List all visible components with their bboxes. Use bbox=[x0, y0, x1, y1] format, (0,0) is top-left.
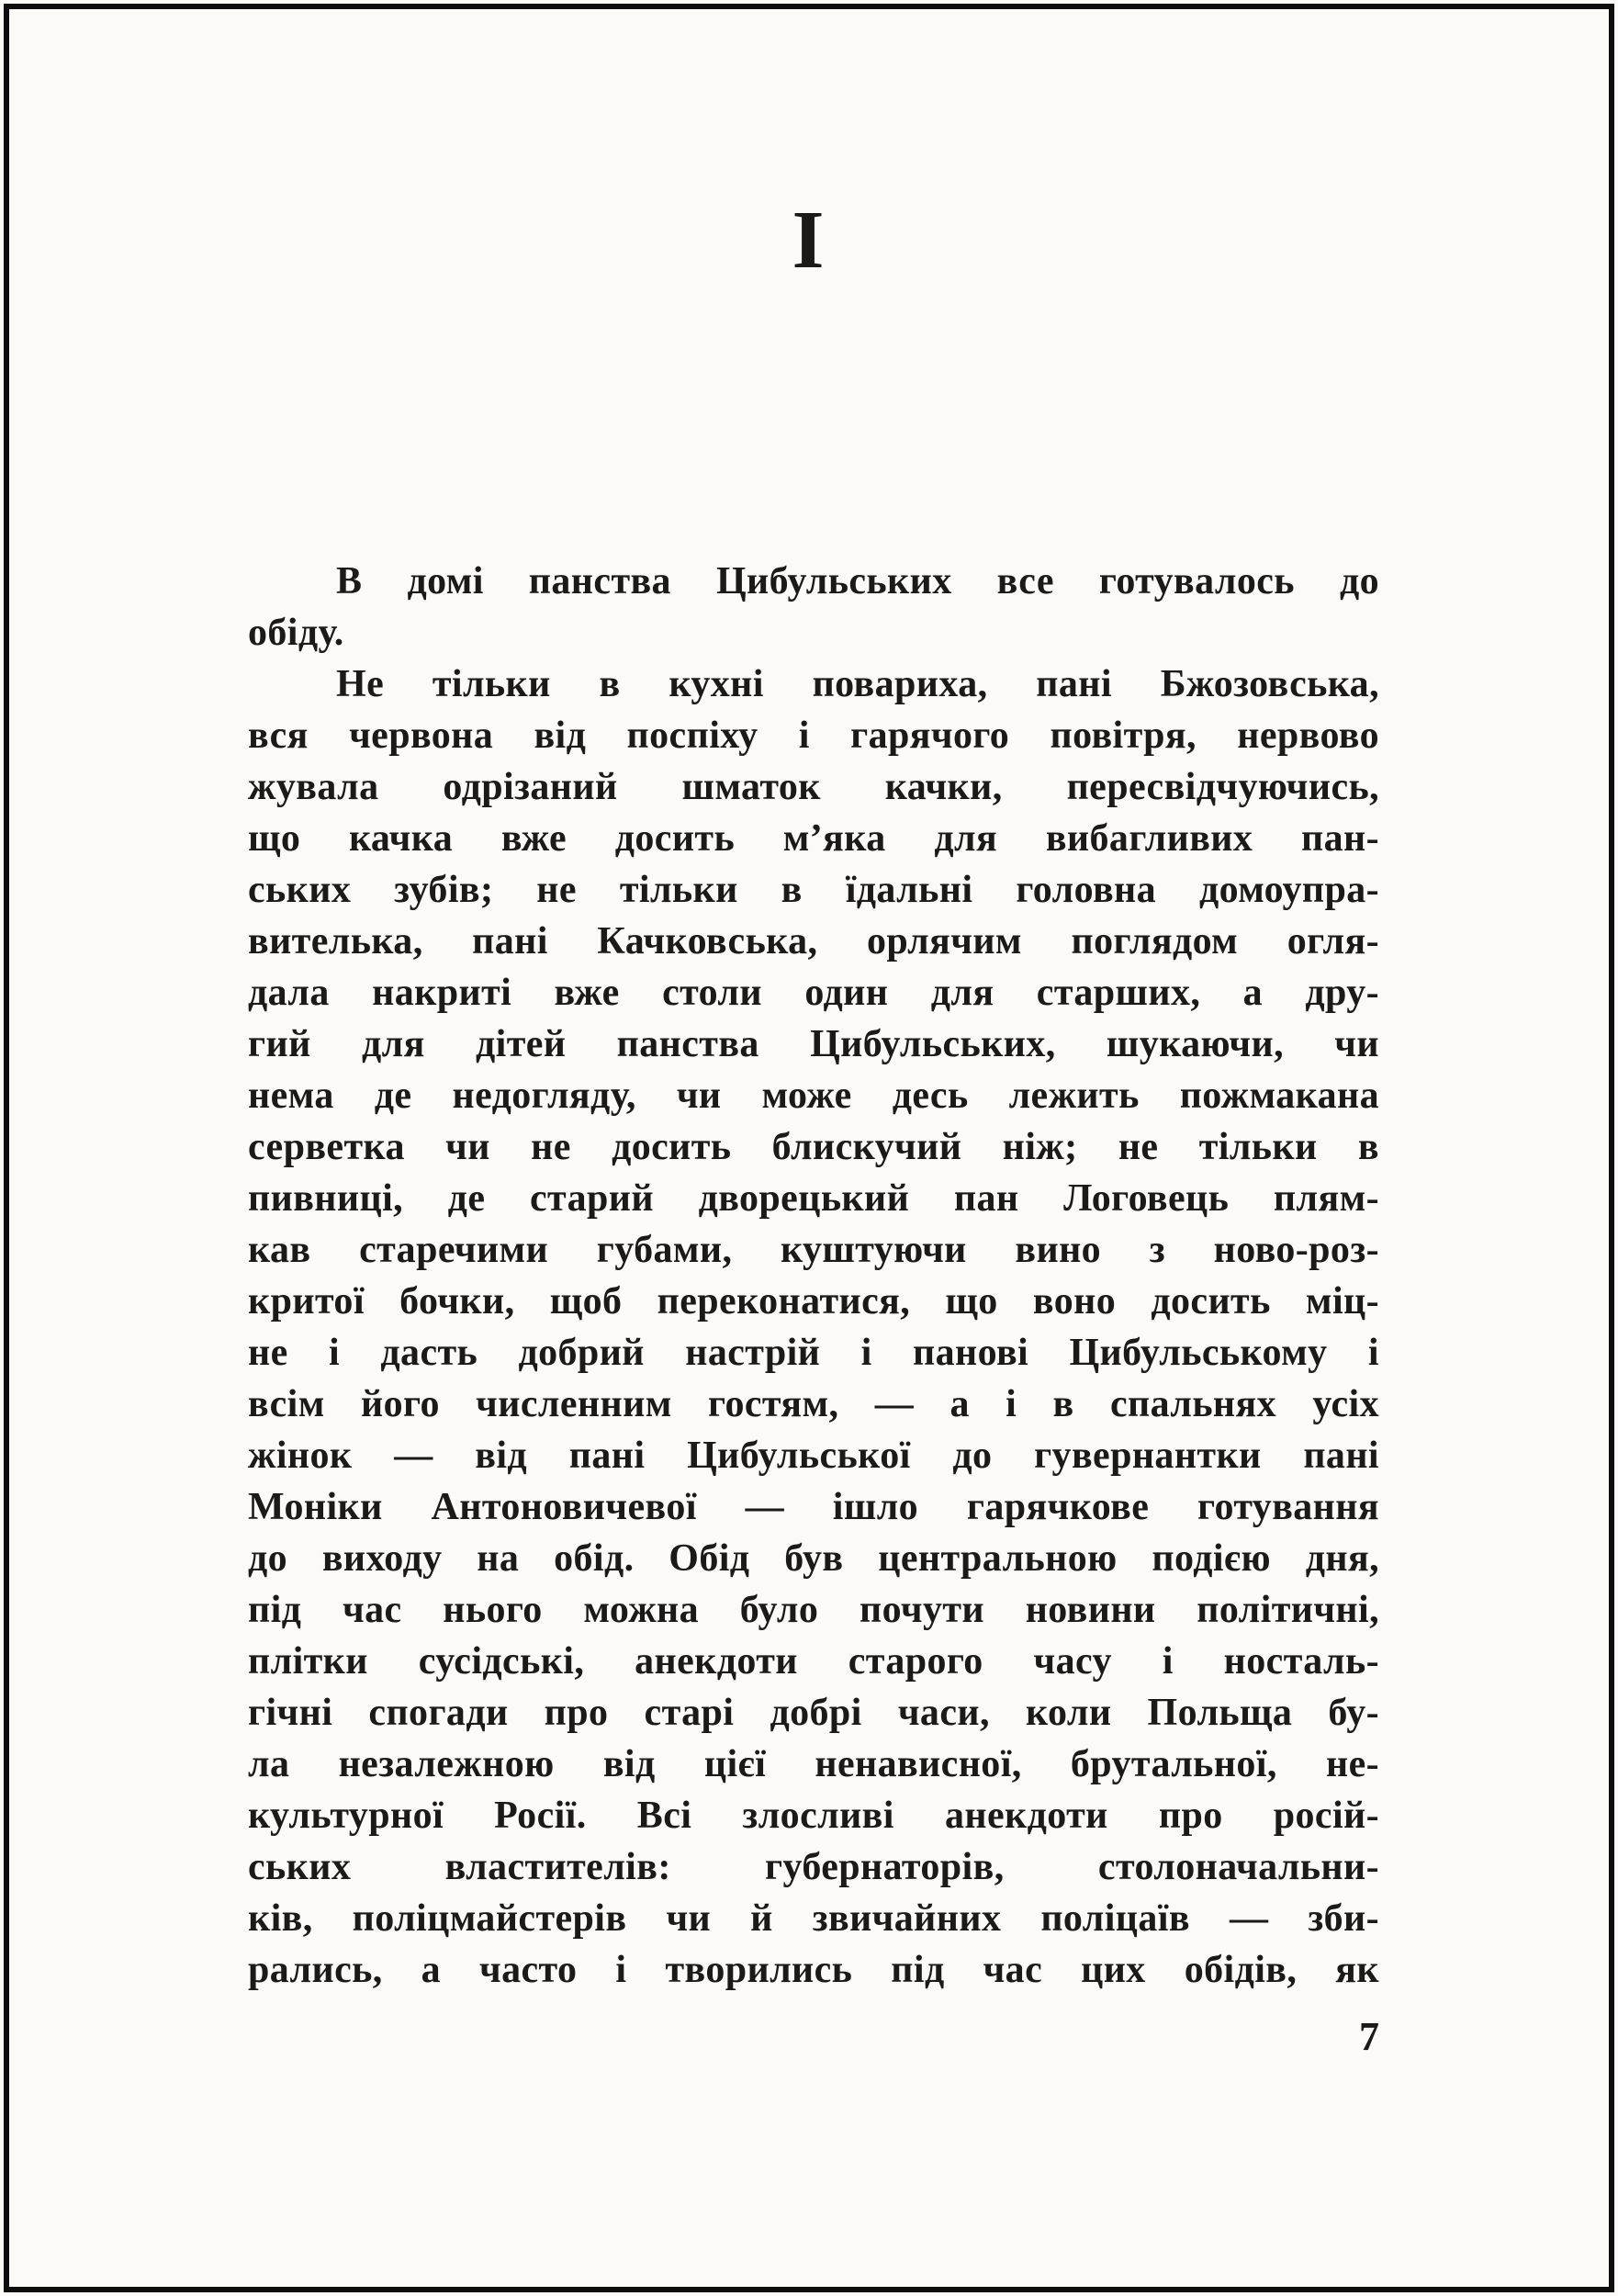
text-block bbox=[248, 556, 1379, 1996]
text-line: плітки сусідські, анекдоти старого часу і носталь- bbox=[248, 1640, 1379, 1683]
text-line: дала накриті вже столи один для старших, а дру- bbox=[248, 972, 1379, 1014]
text-line: не і дасть добрий настрій і панові Цибульському і bbox=[248, 1332, 1379, 1374]
text-line: ла незалежною від цієї ненависної, брутальної, не- bbox=[248, 1743, 1379, 1785]
text-line: культурної Росії. Всі злосливі анекдоти про росій- bbox=[248, 1795, 1379, 1837]
paragraph bbox=[248, 658, 1379, 1996]
text-line: що качка вже досить м’яка для вибагливих пан- bbox=[248, 817, 1379, 860]
text-line: пивниці, де старий дворецький пан Логовець плям- bbox=[248, 1177, 1379, 1220]
text-line: нема де недогляду, чи може десь лежить пожмакана bbox=[248, 1075, 1379, 1117]
text-line: критої бочки, щоб переконатися, що воно досить міц- bbox=[248, 1280, 1379, 1322]
text-line: до виходу на обід. Обід був центральною подією дня, bbox=[248, 1537, 1379, 1580]
page-number: 7 bbox=[1359, 2014, 1379, 2059]
text-line: ських зубів; не тільки в їдальні головна домоупра- bbox=[248, 869, 1379, 911]
text-line: жувала одрізаний шматок качки, пересвідчуючись, bbox=[248, 766, 1379, 808]
paragraph bbox=[248, 556, 1379, 658]
chapter-numeral: I bbox=[792, 195, 826, 286]
text-line: жінок — від пані Цибульської до гувернантки пані bbox=[248, 1435, 1379, 1477]
text-line: Не тільки в кухні повариха, пані Бжозовська, bbox=[336, 663, 1379, 705]
text-line: вся червона від поспіху і гарячого повітря, нервово bbox=[248, 715, 1379, 757]
text-line: гічні спогади про старі добрі часи, коли Польща бу- bbox=[248, 1692, 1379, 1734]
text-line: серветка чи не досить блискучий ніж; не тільки в bbox=[248, 1126, 1379, 1168]
text-line: обіду. bbox=[248, 612, 344, 654]
text-line: всім його численним гостям, — а і в спальнях усіх bbox=[248, 1383, 1379, 1425]
text-line: під час нього можна було почути новини політичні, bbox=[248, 1589, 1379, 1631]
text-line: В домі панства Цибульських все готувалось до bbox=[336, 560, 1379, 602]
text-line: рались, а часто і творились під час цих обідів, як bbox=[248, 1949, 1379, 1991]
text-line: кав старечими губами, куштуючи вино з ново-роз- bbox=[248, 1229, 1379, 1271]
text-line: ків, поліцмайстерів чи й звичайних поліцаїв — зби- bbox=[248, 1897, 1379, 1940]
text-line: гий для дітей панства Цибульських, шукаючи, чи bbox=[248, 1023, 1379, 1065]
text-line: вителька, пані Качковська, орлячим поглядом огля- bbox=[248, 920, 1379, 962]
text-line: Моніки Антоновичевої — ішло гарячкове готування bbox=[248, 1486, 1379, 1528]
text-line: ських властителів: губернаторів, столоначальни- bbox=[248, 1846, 1379, 1888]
